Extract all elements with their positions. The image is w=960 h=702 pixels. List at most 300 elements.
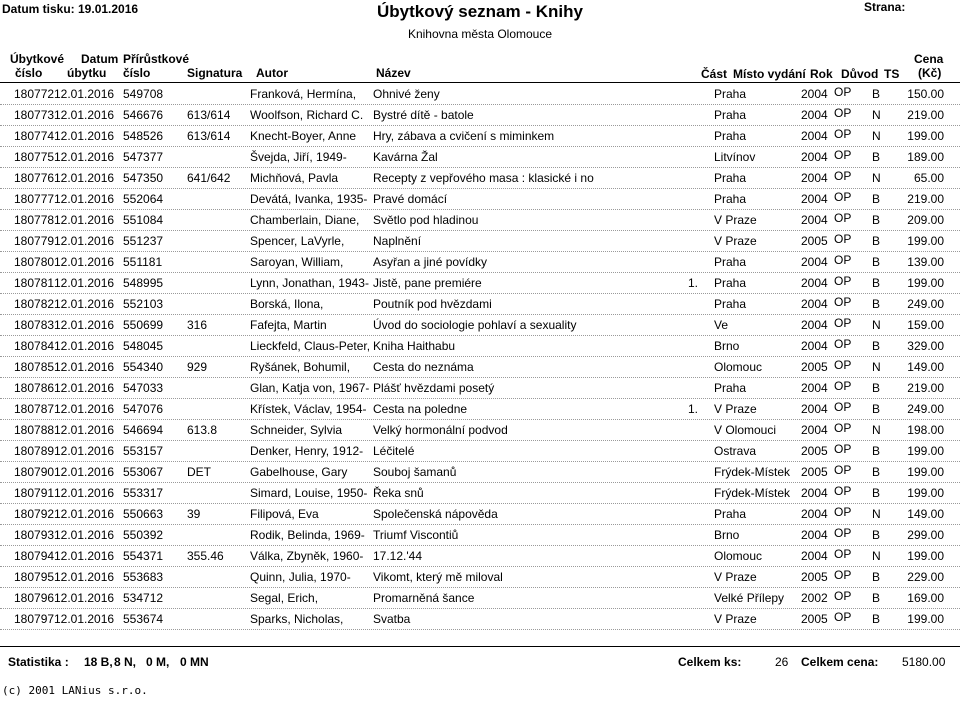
record-id: 180797 [14,612,55,626]
author: Devátá, Ivanka, 1935- [250,192,368,206]
table-row [0,546,960,567]
col-cast: Část [701,67,728,81]
author: Franková, Hermína, [250,87,357,101]
table-row [0,441,960,462]
price: 149.00 [907,360,944,374]
removal-date: 12.01.2016 [54,87,115,101]
accession-number: 554340 [123,360,164,374]
book-title: Bystré dítě - batole [373,108,474,122]
page-number-label: Strana: [864,0,906,14]
book-title: Cesta do neznáma [373,360,474,374]
price: 219.00 [907,192,944,206]
price: 150.00 [907,87,944,101]
ts-code: B [872,297,881,311]
publication-year: 2004 [801,528,828,542]
record-id: 180773 [14,108,55,122]
publication-year: 2004 [801,297,828,311]
table-row [0,357,960,378]
publication-year: 2002 [801,591,828,605]
accession-number: 552103 [123,297,164,311]
publication-year: 2004 [801,150,828,164]
publication-place: Frýdek-Místek [714,465,791,479]
removal-date: 12.01.2016 [54,570,115,584]
signature: 613.8 [187,423,218,437]
accession-number: 553674 [123,612,164,626]
price: 198.00 [907,423,944,437]
removal-reason: OP [834,148,852,162]
publication-place: Olomouc [714,549,763,563]
record-id: 180780 [14,255,55,269]
col-duvod: Důvod [841,67,879,81]
removal-date: 12.01.2016 [54,381,115,395]
table-row [0,420,960,441]
price: 209.00 [907,213,944,227]
book-title: Triumf Viscontiů [373,528,459,542]
removal-date: 12.01.2016 [54,276,115,290]
record-id: 180783 [14,318,55,332]
publication-year: 2004 [801,549,828,563]
record-id: 180774 [14,129,55,143]
record-id: 180787 [14,402,55,416]
removal-date: 12.01.2016 [54,507,115,521]
publication-place: Praha [714,87,747,101]
author: Rodik, Belinda, 1969- [250,528,365,542]
stats-label: Statistika : [8,655,69,669]
publication-place: V Praze [714,570,757,584]
removal-reason: OP [834,463,852,477]
table-row [0,525,960,546]
ts-code: B [872,591,881,605]
table-row [0,609,960,630]
accession-number: 553683 [123,570,164,584]
book-title: Pravé domácí [373,192,448,206]
book-title: Svatba [373,612,411,626]
publication-place: V Praze [714,234,757,248]
col-rok: Rok [810,67,833,81]
signature: 641/642 [187,171,231,185]
removal-reason: OP [834,610,852,624]
publication-year: 2005 [801,465,828,479]
author: Glan, Katja von, 1967- [250,381,370,395]
removal-reason: OP [834,526,852,540]
library-name: Knihovna města Olomouce [407,27,553,41]
record-id: 180792 [14,507,55,521]
price: 199.00 [907,612,944,626]
removal-reason: OP [834,358,852,372]
author: Fafejta, Martin [250,318,327,332]
removal-date: 12.01.2016 [54,423,115,437]
publication-year: 2004 [801,108,828,122]
col-datum: Datum [81,52,119,66]
author: Simard, Louise, 1950- [250,486,368,500]
publication-year: 2005 [801,570,828,584]
total-price-label: Celkem cena: [801,655,879,669]
publication-year: 2004 [801,192,828,206]
ts-code: B [872,339,881,353]
accession-number: 550663 [123,507,164,521]
accession-number: 554371 [123,549,164,563]
price: 329.00 [907,339,944,353]
author: Válka, Zbyněk, 1960- [250,549,364,563]
removal-date: 12.01.2016 [54,192,115,206]
removal-reason: OP [834,568,852,582]
removal-date: 12.01.2016 [54,612,115,626]
publication-place: Praha [714,276,747,290]
table-row [0,147,960,168]
author: Borská, Ilona, [250,297,324,311]
col-autor: Autor [256,66,288,80]
publication-place: Praha [714,507,747,521]
price: 159.00 [907,318,944,332]
print-date: Datum tisku: 19.01.2016 [2,2,139,16]
removal-reason: OP [834,484,852,498]
col-ubytku: úbytku [67,66,107,80]
publication-place: Praha [714,381,747,395]
author: Saroyan, William, [250,255,344,269]
book-title: 17.12.'44 [373,549,423,563]
author: Spencer, LaVyrle, [250,234,345,248]
publication-place: V Praze [714,402,757,416]
removal-date: 12.01.2016 [54,339,115,353]
ts-code: N [872,171,881,185]
removal-reason: OP [834,421,852,435]
table-row [0,504,960,525]
removal-reason: OP [834,232,852,246]
total-count-label: Celkem ks: [678,655,742,669]
accession-number: 548995 [123,276,164,290]
ts-code: N [872,108,881,122]
record-id: 180782 [14,297,55,311]
accession-number: 547076 [123,402,164,416]
removal-date: 12.01.2016 [54,402,115,416]
record-id: 180781 [14,276,55,290]
removal-reason: OP [834,379,852,393]
record-id: 180777 [14,192,55,206]
removal-date: 12.01.2016 [54,255,115,269]
accession-number: 551237 [123,234,164,248]
publication-place: Ve [714,318,729,332]
record-id: 180788 [14,423,55,437]
removal-reason: OP [834,211,852,225]
author: Quinn, Julia, 1970- [250,570,351,584]
publication-year: 2005 [801,612,828,626]
removal-date: 12.01.2016 [54,360,115,374]
publication-year: 2004 [801,87,828,101]
author: Denker, Henry, 1912- [250,444,364,458]
book-title: Cesta na poledne [373,402,468,416]
publication-place: Ostrava [714,444,757,458]
accession-number: 546676 [123,108,164,122]
record-id: 180789 [14,444,55,458]
removal-date: 12.01.2016 [54,297,115,311]
book-title: Ohnivé ženy [373,87,440,101]
table-row [0,252,960,273]
accession-number: 549708 [123,87,164,101]
accession-number: 550699 [123,318,164,332]
removal-date: 12.01.2016 [54,486,115,500]
publication-year: 2004 [801,129,828,143]
table-row [0,126,960,147]
record-id: 180791 [14,486,55,500]
col-ts: TS [884,67,900,81]
publication-year: 2004 [801,213,828,227]
author: Woolfson, Richard C. [250,108,364,122]
stats-m: 0 M, [146,655,170,669]
publication-year: 2004 [801,255,828,269]
publication-year: 2005 [801,360,828,374]
author: Švejda, Jiří, 1949- [250,150,347,164]
price: 199.00 [907,486,944,500]
table-row [0,168,960,189]
record-id: 180775 [14,150,55,164]
stats-n: 8 N, [114,655,137,669]
price: 199.00 [907,465,944,479]
book-title: Hry, zábava a cvičení s miminkem [373,129,555,143]
stats-b: 18 B, [84,655,113,669]
record-id: 180793 [14,528,55,542]
publication-place: V Olomouci [714,423,777,437]
price: 199.00 [907,549,944,563]
ts-code: N [872,318,881,332]
removal-date: 12.01.2016 [54,108,115,122]
removal-date: 12.01.2016 [54,318,115,332]
removal-date: 12.01.2016 [54,150,115,164]
signature: 613/614 [187,129,231,143]
price: 249.00 [907,297,944,311]
book-title: Naplnění [373,234,422,248]
accession-number: 553157 [123,444,164,458]
ts-code: B [872,402,881,416]
table-row [0,315,960,336]
table-row [0,399,960,420]
ts-code: B [872,486,881,500]
records-table [0,84,960,630]
record-id: 180778 [14,213,55,227]
record-id: 180772 [14,87,55,101]
table-row [0,294,960,315]
author: Sparks, Nicholas, [250,612,344,626]
price: 219.00 [907,108,944,122]
author: Lynn, Jonathan, 1943- [250,276,369,290]
table-row [0,210,960,231]
book-title: Kavárna Žal [373,150,438,164]
signature: 39 [187,507,201,521]
publication-year: 2004 [801,276,828,290]
publication-place: Praha [714,171,747,185]
record-id: 180784 [14,339,55,353]
publication-place: Praha [714,192,747,206]
record-id: 180785 [14,360,55,374]
total-count: 26 [775,655,789,669]
removal-date: 12.01.2016 [54,591,115,605]
signature: 613/614 [187,108,231,122]
record-id: 180776 [14,171,55,185]
accession-number: 546694 [123,423,164,437]
ts-code: N [872,360,881,374]
price: 189.00 [907,150,944,164]
removal-reason: OP [834,85,852,99]
col-nazev: Název [376,66,411,80]
accession-number: 547350 [123,171,164,185]
removal-reason: OP [834,106,852,120]
table-row [0,567,960,588]
removal-reason: OP [834,169,852,183]
record-id: 180796 [14,591,55,605]
price: 199.00 [907,444,944,458]
book-title: Vikomt, který mě miloval [373,570,503,584]
col-cislo-1: číslo [15,66,43,80]
ts-code: B [872,213,881,227]
ts-code: B [872,465,881,479]
footer-divider [0,646,960,647]
accession-number: 548045 [123,339,164,353]
removal-reason: OP [834,505,852,519]
accession-number: 547377 [123,150,164,164]
price: 65.00 [913,171,944,185]
book-title: Asyřan a jiné povídky [373,255,488,269]
author: Křístek, Václav, 1954- [250,402,367,416]
ts-code: B [872,570,881,584]
record-id: 180794 [14,549,55,563]
removal-date: 12.01.2016 [54,465,115,479]
publication-place: Praha [714,108,747,122]
total-price: 5180.00 [902,655,946,669]
accession-number: 547033 [123,381,164,395]
removal-reason: OP [834,190,852,204]
author: Ryšánek, Bohumil, [250,360,351,374]
price: 249.00 [907,402,944,416]
price: 149.00 [907,507,944,521]
table-row [0,378,960,399]
edition: 1. [688,276,699,290]
table-row [0,588,960,609]
stats-mn: 0 MN [180,655,209,669]
accession-number: 551084 [123,213,164,227]
publication-year: 2004 [801,318,828,332]
removal-reason: OP [834,295,852,309]
publication-place: Brno [714,339,740,353]
ts-code: B [872,612,881,626]
publication-year: 2004 [801,171,828,185]
book-title: Jistě, pane premiére [373,276,482,290]
col-cena: Cena [914,52,944,66]
ts-code: N [872,507,881,521]
book-title: Úvod do sociologie pohlaví a sexuality [373,318,577,332]
record-id: 180795 [14,570,55,584]
ts-code: B [872,528,881,542]
signature: 316 [187,318,208,332]
accession-number: 548526 [123,129,164,143]
author: Knecht-Boyer, Anne [250,129,357,143]
book-title: Poutník pod hvězdami [373,297,492,311]
signature: DET [187,465,211,479]
publication-place: Olomouc [714,360,763,374]
signature: 929 [187,360,208,374]
edition: 1. [688,402,699,416]
book-title: Velký hormonální podvod [373,423,508,437]
price: 199.00 [907,276,944,290]
removal-reason: OP [834,253,852,267]
removal-date: 12.01.2016 [54,234,115,248]
page-title: Úbytkový seznam - Knihy [377,2,583,21]
table-row [0,189,960,210]
publication-year: 2004 [801,402,828,416]
col-misto: Místo vydání [733,67,806,81]
price: 169.00 [907,591,944,605]
book-title: Recepty z vepřového masa : klasické i no [373,171,594,185]
accession-number: 553067 [123,465,164,479]
ts-code: B [872,381,881,395]
removal-date: 12.01.2016 [54,171,115,185]
book-title: Světlo pod hladinou [373,213,479,227]
publication-year: 2004 [801,423,828,437]
price: 299.00 [907,528,944,542]
record-id: 180786 [14,381,55,395]
removal-date: 12.01.2016 [54,549,115,563]
removal-reason: OP [834,400,852,414]
removal-reason: OP [834,589,852,603]
table-row [0,336,960,357]
publication-year: 2004 [801,339,828,353]
col-prirustkove: Přírůstkové [123,52,190,66]
author: Schneider, Sylvia [250,423,343,437]
ts-code: B [872,255,881,269]
removal-date: 12.01.2016 [54,444,115,458]
record-id: 180790 [14,465,55,479]
col-ubytkove: Úbytkové [10,52,65,66]
publication-place: Praha [714,255,747,269]
table-row [0,231,960,252]
table-row [0,483,960,504]
author: Michňová, Pavla [250,171,339,185]
price: 199.00 [907,234,944,248]
publication-year: 2005 [801,444,828,458]
ts-code: B [872,150,881,164]
signature: 355.46 [187,549,224,563]
author: Segal, Erich, [250,591,319,605]
price: 229.00 [907,570,944,584]
price: 139.00 [907,255,944,269]
author: Filipová, Eva [250,507,319,521]
ts-code: N [872,549,881,563]
publication-year: 2005 [801,234,828,248]
publication-year: 2004 [801,486,828,500]
publication-place: V Praze [714,612,757,626]
publication-place: Litvínov [714,150,756,164]
ts-code: B [872,234,881,248]
price: 199.00 [907,129,944,143]
header-divider [0,82,960,83]
book-title: Promarněná šance [373,591,475,605]
accession-number: 552064 [123,192,164,206]
author: Gabelhouse, Gary [250,465,348,479]
book-title: Plášť hvězdami posetý [373,381,495,395]
ts-code: B [872,192,881,206]
book-title: Kniha Haithabu [373,339,456,353]
col-signatura: Signatura [187,66,243,80]
table-row [0,273,960,294]
removal-reason: OP [834,127,852,141]
publication-place: Praha [714,129,747,143]
ts-code: N [872,423,881,437]
book-title: Léčitelé [373,444,415,458]
ts-code: B [872,87,881,101]
publication-year: 2004 [801,507,828,521]
removal-reason: OP [834,316,852,330]
table-row [0,105,960,126]
publication-year: 2004 [801,381,828,395]
table-row [0,462,960,483]
